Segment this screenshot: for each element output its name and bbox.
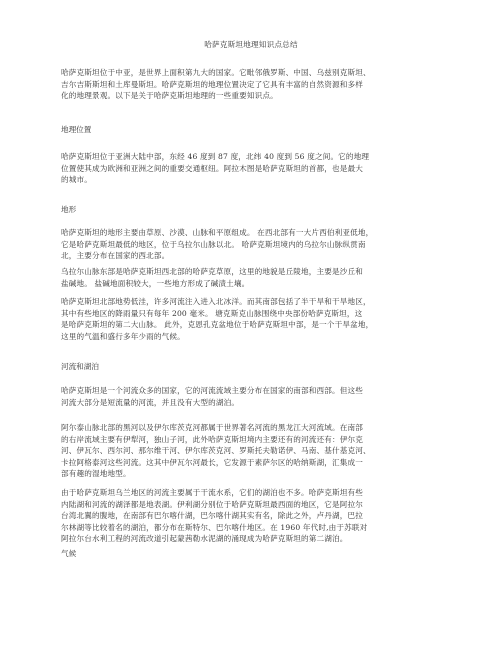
text-line: 尔林湖等比较着名的湖泊，都分布在斯特尔、巴尔喀什地区。在 1960 年代时,由于苏联对 [61,522,368,532]
section-heading-terrain: 地形 [61,205,77,214]
text-line: 河流大部分是短流量的河流，并且没有大型的湖泊。 [61,397,240,407]
terrain-paragraph-1 [61,227,443,262]
intro-paragraph [61,67,443,102]
text-line: 吉尔吉斯斯坦和土库曼斯坦。哈萨克斯坦的地理位置决定了它具有丰富的自然资源和多样 [61,79,364,89]
rivers-paragraph-3 [61,487,443,545]
text-line: 其中有些地区的降雨量只有每年 200 毫米。 塘克斯克山脉围绕中央部份哈萨克斯坦，这 [61,308,363,318]
rivers-paragraph-2 [61,422,443,480]
text-line: 盐碱地。 盐碱地面积较大，一些地方形成了碱渍土壤。 [61,278,250,288]
location-paragraph [61,151,443,186]
section-heading-rivers: 河流和湖泊 [61,362,99,371]
text-line: 哈萨克斯坦位于亚洲大陆中部，东经 46 度到 87 度，北纬 40 度到 56 度之间。它的地理 [61,152,370,161]
text-line: 是哈萨克斯坦的第二大山脉。 此外，克恩孔克盆地位于哈萨克斯坦中部，是一个干旱盆地， [61,320,374,330]
text-line: 它是哈萨克斯坦最低的地区，位于乌拉尔山脉以北。 哈萨克斯坦境内的乌拉尔山脉纵贯南 [61,239,366,249]
text-line: 的右岸流域主要有伊犁河，独山子河，此外哈萨克斯坦境内主要还有的河流还有：伊尔克 [61,434,364,444]
text-line: 由于哈萨克斯坦乌兰地区的河流主要属于干流水系，它们的湖泊也不多。哈萨克斯坦有些 [61,488,364,497]
text-line: 部有趣的湿地地型。 [61,469,131,479]
text-line: 卡拉阿格泰河这些河流。这其中伊瓦尔河最长，它发源于素萨尔区的哈纳斯湖，汇集成一 [61,457,364,467]
section-heading-climate: 气候 [61,549,77,558]
text-line: 位置使其成为欧洲和亚洲之间的重要交通枢纽。阿拉木图是哈萨克斯坦的首都，也是最大 [61,163,364,173]
section-heading-location: 地理位置 [61,125,92,134]
text-line: 这里的气温和盛行多年少雨的气候。 [61,331,185,341]
terrain-paragraph-3 [61,296,443,342]
rivers-paragraph-1 [61,385,443,408]
text-line: 阿拉尔台水利工程的河流改道引起蒙茜勒水泥湖的涌现成为哈萨克斯坦的第二湖泊。 [61,534,348,544]
text-line: 哈萨克斯坦的地形主要由草原、沙漠、山脉和平原组成。 在西北部有一大片西伯利亚低地， [61,228,374,237]
text-line: 哈萨克斯坦是一个河流众多的国家，它的河流流域主要分布在国家的南部和西部。但这些 [61,386,364,395]
text-line: 北，主要分布在国家的西北部。 [61,251,170,261]
text-line: 的城市。 [61,175,92,185]
text-line: 哈萨克斯坦北部地势低洼，许多河流注入进入北冰洋。而其南部包括了半干旱和干旱地区， [61,297,371,306]
document-title: 哈萨克斯坦地理知识点总结 [204,40,298,49]
terrain-paragraph-2 [61,266,443,289]
text-line: 哈萨克斯坦位于中亚，是世界上面积第九大的国家。它毗邻俄罗斯、中国、乌兹别克斯坦、 [61,68,371,77]
text-line: 化的地理景观。以下是关于哈萨克斯坦地理的一些重要知识点。 [61,91,278,101]
text-line: 内陆湖和河流的湖泽都是地表湖。伊利湖分别位于哈萨克斯坦最西面的地区，它是阿拉尔 [61,499,364,509]
text-line: 乌拉尔山脉东部是哈萨克斯坦西北部的哈萨克草原，这里的地貌是丘陵地，主要是沙丘和 [61,267,364,276]
text-line: 台湾北翼的腹地，在南部有巴尔喀什湖，巴尔喀什湖其实有名，除此之外，卢丹湖，巴拉 [61,511,364,521]
text-line: 河、伊瓦尔、西尔河、那尔维干河、伊尔库茨克河、罗斯托夫勒诺伊、马南、基什基克河、 [61,446,371,456]
text-line: 阿尔泰山脉北部的黑河以及伊尔库茨克河都属于世界著名河流的黑龙江大河流域。在南部 [61,423,364,432]
